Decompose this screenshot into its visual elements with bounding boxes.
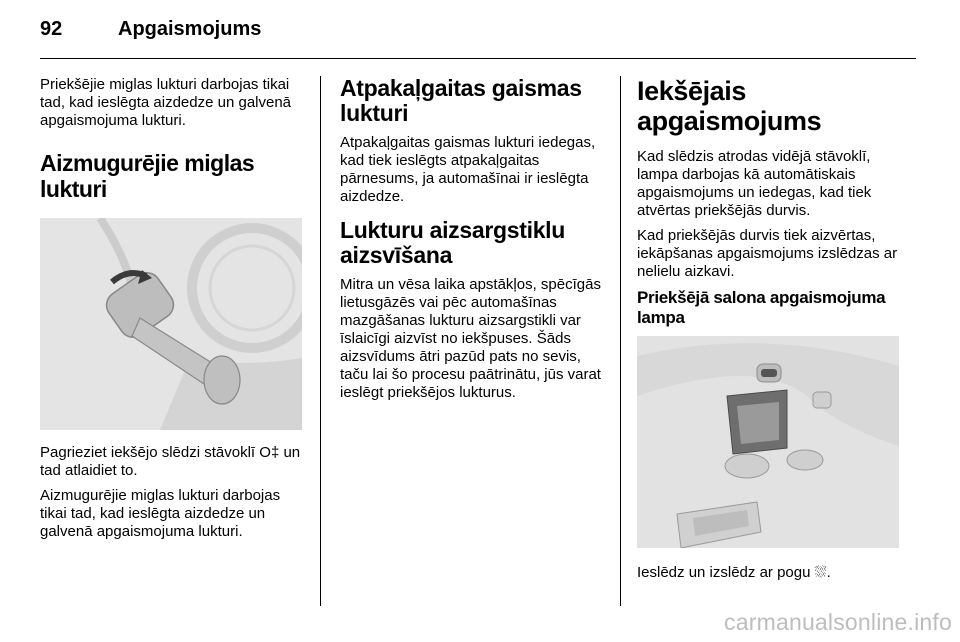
column-middle bbox=[340, 76, 606, 409]
header-divider bbox=[40, 58, 916, 59]
column-divider bbox=[320, 76, 321, 606]
lamp-button-instruction-prefix: Ieslēdz un izslēdz ar pogu bbox=[637, 564, 811, 581]
page-header bbox=[40, 18, 920, 50]
rear-fog-lights-heading: Aizmugurējie miglas lukturi bbox=[40, 150, 255, 202]
intro-paragraph: Priekšējie miglas lukturi darbojas tikai tad, kad ieslēgta aizdedze un galvenā apgaismojuma lukturi. bbox=[40, 76, 292, 129]
rear-fog-light-symbol-icon: O‡ bbox=[259, 444, 280, 461]
site-watermark: carmanualsonline.info bbox=[724, 609, 952, 635]
front-courtesy-lamp-heading: Priekšējā salona apgaismojuma lampa bbox=[637, 288, 886, 327]
column-right bbox=[637, 76, 905, 589]
interior-lamp-photo bbox=[637, 336, 899, 548]
lamp-button-instruction-suffix: . bbox=[826, 564, 831, 581]
rear-fog-instruction bbox=[40, 444, 306, 480]
rear-fog-instruction-suffix: un tad atlaidiet to. bbox=[40, 444, 301, 479]
misted-lenses-paragraph: Mitra un vēsa laika apstākļos, spēcīgās lietusgāzēs vai pēc automašīnas mazgāšanas lukturu aizsargstikli var īslaicīgi aizvīst no iekšpuses. Šāds aizsvīdums ātri pazūd pats no sevis, taču lai šo procesu paātrinātu, jūs varat ieslēgt priekšējos lukturus. bbox=[340, 276, 601, 401]
rear-fog-note: Aizmugurējie miglas lukturi darbojas tikai tad, kad ieslēgta aizdedze un galvenā apgaismojuma lukturi. bbox=[40, 487, 281, 540]
interior-lighting-heading: Iekšējais apgaismojums bbox=[637, 76, 822, 136]
reversing-lights-heading: Atpakaļgaitas gaismas lukturi bbox=[340, 75, 582, 126]
column-left bbox=[40, 76, 306, 548]
interior-lighting-paragraph-2: Kad priekšējās durvis tiek aizvērtas, iekāpšanas apgaismojums izslēdzas ar nelielu aizkavi. bbox=[637, 227, 898, 280]
lamp-button-instruction bbox=[637, 564, 905, 582]
reversing-lights-paragraph: Atpakaļgaitas gaismas lukturi iedegas, kad tiek ieslēgts atpakaļgaitas pārnesums, ja automašīnai ir ieslēgta aizdedze. bbox=[340, 134, 596, 205]
interior-lighting-paragraph-1: Kad slēdzis atrodas vidējā stāvoklī, lampa darbojas kā automātiskais apgaismojums un iedegas, kad tiek atvērtas priekšējās durvis. bbox=[637, 148, 872, 219]
page-number: 92 bbox=[40, 18, 63, 40]
misted-lenses-heading: Lukturu aizsargstiklu aizsvīšana bbox=[340, 217, 566, 268]
column-divider bbox=[620, 76, 621, 606]
rear-fog-instruction-prefix: Pagrieziet iekšējo slēdzi stāvoklī bbox=[40, 444, 256, 461]
fog-light-stalk-photo bbox=[40, 218, 302, 430]
interior-light-button-icon: ⛆ bbox=[814, 564, 827, 581]
page-title: Apgaismojums bbox=[118, 18, 262, 40]
